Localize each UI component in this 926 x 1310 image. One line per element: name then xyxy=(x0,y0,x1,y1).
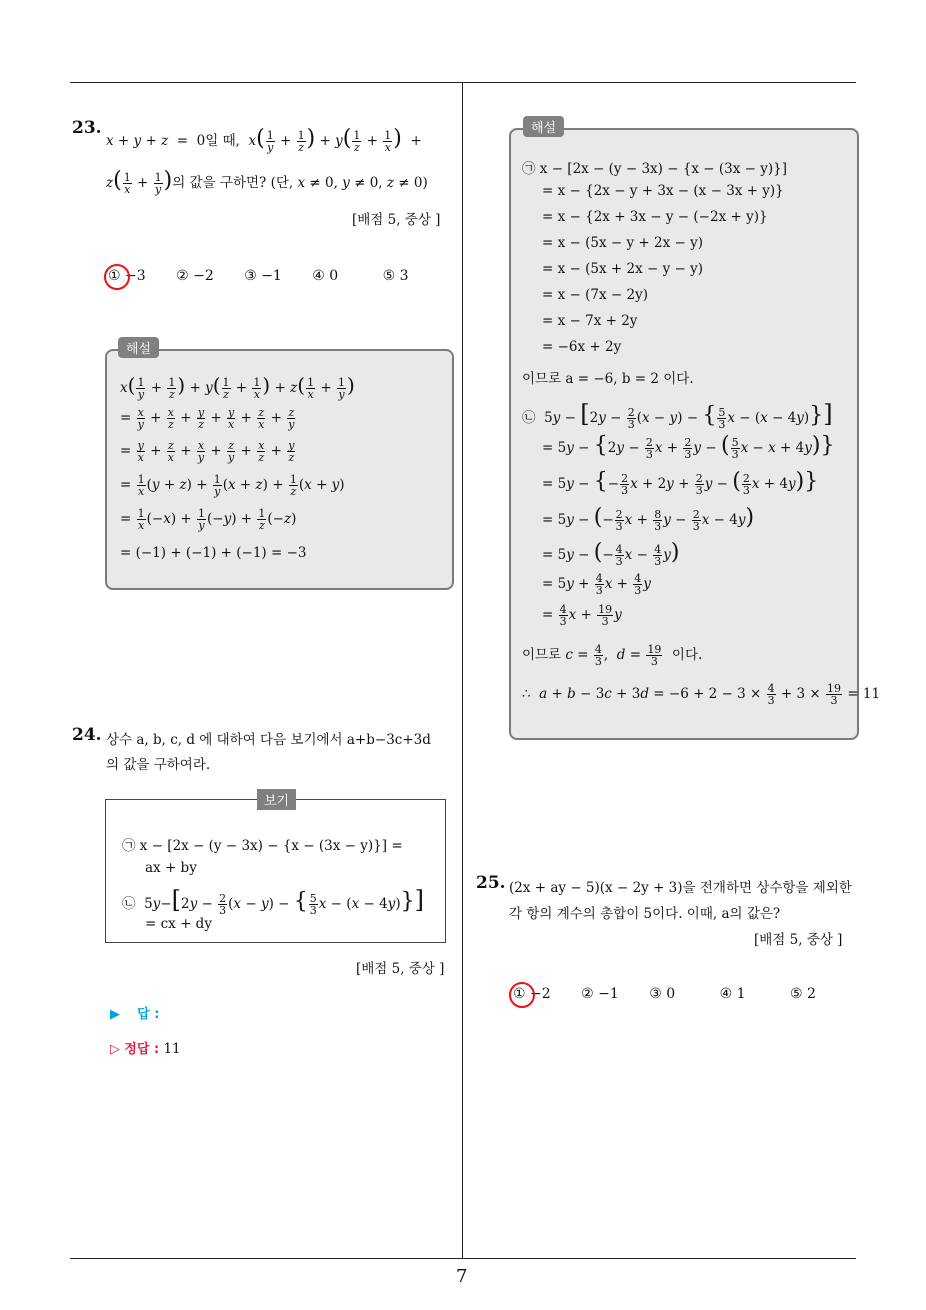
q24-line2: 의 값을 구하여라. xyxy=(106,757,211,773)
q24-sol-mid2: 이므로 c = $\frac{4}{3}$ , d = $\frac{19}{3}$ 이다. xyxy=(522,643,703,668)
q24-sol-b-3: = 5y − {− $\frac{2}{3}$ x + 2y + $\frac{2}{3}$ y − ( $\frac{2}{3}$ x + 4y)} xyxy=(542,469,819,497)
q24-sol-b-2: = 5y − {2y − $\frac{2}{3}$ x + $\frac{2}{3}$ y − ( $\frac{5}{3}$ x − x + 4y)} xyxy=(542,433,835,461)
q25-answer-circle xyxy=(509,982,535,1008)
bottom-rule xyxy=(70,1258,856,1259)
q24-solution-tag: 해설 xyxy=(523,116,564,137)
q24-sol-b-4: = 5y − (− $\frac{2}{3}$ x + $\frac{8}{3}$ y − $\frac{2}{3}$ x − 4y) xyxy=(542,505,755,533)
q24-answer-row xyxy=(110,1003,159,1022)
q25-choices xyxy=(513,986,842,1002)
q25-score: [배점 5, 중상 ] xyxy=(754,932,843,948)
q24-correct-row xyxy=(110,1038,181,1057)
q23-sol-line-6: = (−1) + (−1) + (−1) = −3 xyxy=(120,545,307,561)
q25-line2: 각 항의 계수의 총합이 5이다. 이때, a의 값은? xyxy=(509,906,781,922)
q24-bogi-line-4: = cx + dy xyxy=(145,916,212,932)
q24-sol-a-7: = x − 7x + 2y xyxy=(542,313,638,329)
q24-sol-a-4: = x − (5x − y + 2x − y) xyxy=(542,235,703,251)
q24-score: [배점 5, 중상 ] xyxy=(356,961,445,977)
q24-number: 24. xyxy=(72,725,102,745)
q23-choice-3[interactable]: ③ −1 xyxy=(244,268,282,284)
q25-line1: (2x + ay − 5)(x − 2y + 3)을 전개하면 상수항을 제외한 xyxy=(509,880,852,896)
q24-sol-b-1: ㉡ 5y − [2y − $\frac{2}{3}$ (x − y) − { $\frac{5}{3}$ x − (x − 4y)}] xyxy=(522,400,833,431)
q24-bogi-line-2: ax + by xyxy=(145,860,197,876)
answer-arrow-icon: ▶ xyxy=(110,1007,120,1022)
q23-solution-tag: 해설 xyxy=(118,337,159,358)
q25-choice-4[interactable]: ④ 1 xyxy=(719,986,746,1002)
q24-answer-label: 답 : xyxy=(137,1007,160,1022)
q24-sol-b-6: = 5y + $\frac{4}{3}$ x + $\frac{4}{3}$ y xyxy=(542,572,651,597)
q24-sol-a-6: = x − (7x − 2y) xyxy=(542,287,648,303)
q23-choices xyxy=(108,268,435,284)
q24-line1: 상수 a, b, c, d 에 대하여 다음 보기에서 a+b−3c+3d xyxy=(106,732,431,748)
q24-sol-a-5: = x − (5x + 2x − y − y) xyxy=(542,261,703,277)
q25-choice-3[interactable]: ③ 0 xyxy=(649,986,676,1002)
q24-sol-a-3: = x − {2x + 3x − y − (−2x + y)} xyxy=(542,209,768,225)
q24-bogi-line-3: ㉡ 5y−[2y − $\frac{2}{3}$ (x − y) − { $\frac{5}{3}$ x − (x − 4y)}] xyxy=(122,886,424,917)
q25-choice-2[interactable]: ② −1 xyxy=(581,986,619,1002)
q23-line1: x + y + z = 0일 때, x( $\frac{1}{y}$ + $\frac{1}{z}$ ) + y( $\frac{1}{z}$ + $\frac{1}{x}$ ) + xyxy=(106,126,422,154)
q25-choice-5[interactable]: ⑤ 2 xyxy=(789,986,816,1002)
q24-sol-a-1: ㉠ x − [2x − (y − 3x) − {x − (3x − y)}] xyxy=(522,161,788,177)
q23-choice-5[interactable]: ⑤ 3 xyxy=(382,268,409,284)
q23-answer-circle xyxy=(104,264,130,290)
q24-correct-value: 11 xyxy=(163,1041,181,1057)
q24-sol-b-7: = $\frac{4}{3}$ x + $\frac{19}{3}$ y xyxy=(542,603,622,628)
top-rule xyxy=(70,82,856,83)
q23-choice-1[interactable]: ① −3 xyxy=(108,268,146,284)
q23-sol-line-2: = $\frac{x}{y}$ + $\frac{x}{z}$ + $\frac{y}{z}$ + $\frac{y}{x}$ + $\frac{z}{x}$ + $\frac{z}{y}$ xyxy=(120,406,295,431)
page-number: 7 xyxy=(456,1266,468,1287)
q24-correct-label: 정답 : xyxy=(124,1042,160,1057)
q24-sol-a-8: = −6x + 2y xyxy=(542,339,622,355)
q23-sol-line-5: = $\frac{1}{x}$ (−x) + $\frac{1}{y}$ (−y) + $\frac{1}{z}$ (−z) xyxy=(120,507,297,532)
q24-bogi-tag: 보기 xyxy=(257,789,296,810)
q24-sol-a-2: = x − {2x − y + 3x − (x − 3x + y)} xyxy=(542,183,784,199)
column-divider xyxy=(462,83,463,1258)
q25-choice-1[interactable]: ① −2 xyxy=(513,986,551,1002)
q23-choice-2[interactable]: ② −2 xyxy=(176,268,214,284)
q23-score: [배점 5, 중상 ] xyxy=(352,212,441,228)
q23-sol-line-3: = $\frac{y}{x}$ + $\frac{z}{x}$ + $\frac{x}{y}$ + $\frac{z}{y}$ + $\frac{x}{z}$ + $\frac{y}{z}$ xyxy=(120,439,295,464)
q23-sol-line-4: = $\frac{1}{x}$ (y + z) + $\frac{1}{y}$ (x + z) + $\frac{1}{z}$ (x + y) xyxy=(120,473,345,498)
q24-bogi-line-1: ㉠ x − [2x − (y − 3x) − {x − (3x − y)}] = xyxy=(122,838,403,854)
q24-sol-mid1: 이므로 a = −6, b = 2 이다. xyxy=(522,371,694,387)
q23-choice-4[interactable]: ④ 0 xyxy=(312,268,339,284)
q24-sol-conclusion: ∴ a + b − 3c + 3d = −6 + 2 − 3 × $\frac{4}{3}$ + 3 × $\frac{19}{3}$ = 11 xyxy=(522,682,881,707)
q23-number: 23. xyxy=(72,118,102,138)
correct-arrow-icon: ▷ xyxy=(110,1042,120,1057)
q23-sol-line-1: x( $\frac{1}{y}$ + $\frac{1}{z}$ ) + y( $\frac{1}{z}$ + $\frac{1}{x}$ ) + z( $\frac{1}{x}$ + $\frac{1}{y}$ ) xyxy=(120,373,355,401)
q23-line2: z( $\frac{1}{x}$ + $\frac{1}{y}$ )의 값을 구하면? (단, x ≠ 0, y ≠ 0, z ≠ 0) xyxy=(106,168,428,196)
q25-number: 25. xyxy=(476,873,506,893)
q24-sol-b-5: = 5y − (− $\frac{4}{3}$ x − $\frac{4}{3}$ y) xyxy=(542,540,680,568)
